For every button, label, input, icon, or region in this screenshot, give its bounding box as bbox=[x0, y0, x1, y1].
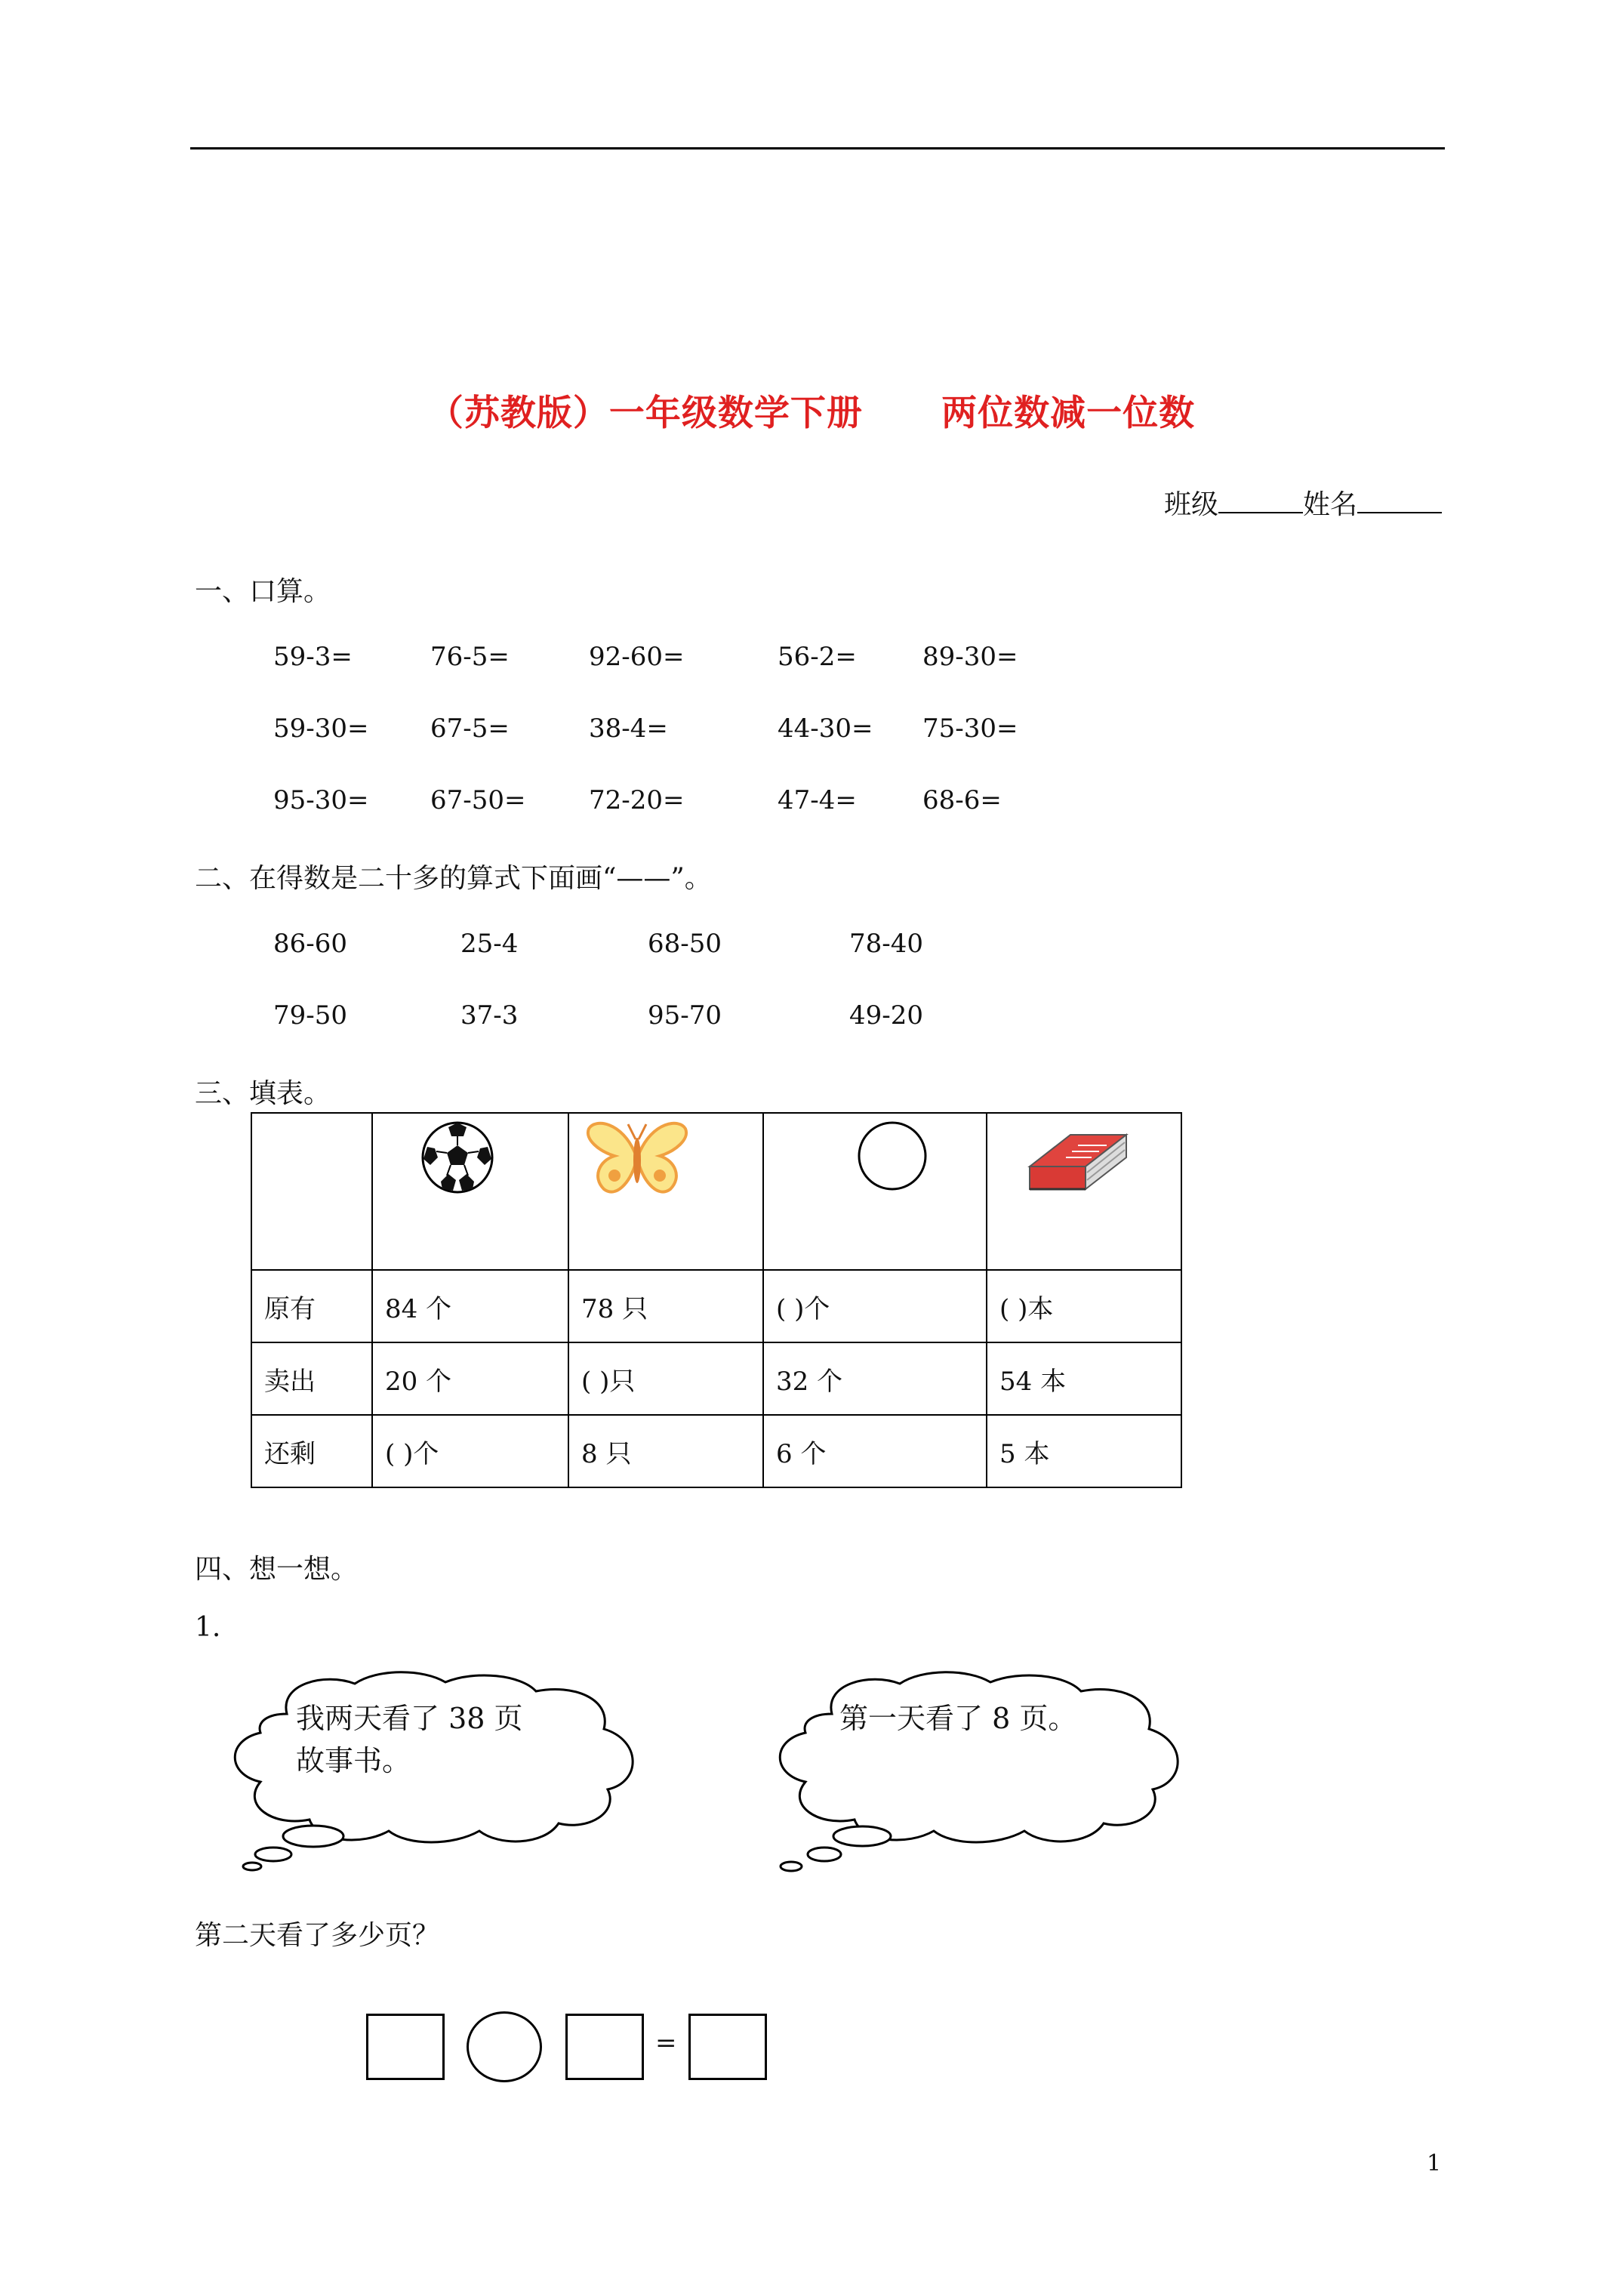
section1-heading: 一、口算。 bbox=[195, 576, 331, 607]
class-label: 班级 bbox=[1163, 489, 1218, 520]
table-cell: 20 个 bbox=[372, 1342, 568, 1415]
calc-item: 56-2= bbox=[778, 642, 857, 672]
row-label: 还剩 bbox=[251, 1415, 372, 1487]
calc-item: 72-20= bbox=[589, 785, 685, 815]
calc-item: 67-50= bbox=[430, 785, 526, 815]
expr-item: 79-50 bbox=[273, 1000, 348, 1031]
table-cell-blank[interactable]: ( )个 bbox=[763, 1270, 987, 1342]
header-rule bbox=[190, 147, 1445, 149]
page-number: 1 bbox=[1427, 2150, 1442, 2177]
calc-item: 47-4= bbox=[778, 785, 857, 815]
table-icon-cell bbox=[372, 1113, 568, 1270]
table-corner-cell bbox=[251, 1113, 372, 1270]
calc-item: 59-3= bbox=[273, 642, 353, 672]
calc-item: 95-30= bbox=[273, 785, 369, 815]
calc-item: 76-5= bbox=[430, 642, 510, 672]
expr-item: 25-4 bbox=[460, 929, 519, 959]
expr-item: 86-60 bbox=[273, 929, 348, 959]
table-cell: 78 只 bbox=[568, 1270, 763, 1342]
table-cell-blank[interactable]: ( )个 bbox=[372, 1415, 568, 1487]
calc-item: 92-60= bbox=[589, 642, 685, 672]
answer-box-3[interactable] bbox=[688, 2014, 767, 2080]
fill-table bbox=[251, 1112, 1182, 1488]
answer-box-2[interactable] bbox=[565, 2014, 644, 2080]
table-cell-blank[interactable]: ( )本 bbox=[987, 1270, 1181, 1342]
expr-item: 37-3 bbox=[460, 1000, 519, 1031]
table-cell: 84 个 bbox=[372, 1270, 568, 1342]
table-cell: 6 个 bbox=[763, 1415, 987, 1487]
page-title: （苏教版）一年级数学下册 两位数减一位数 bbox=[427, 393, 1196, 434]
bubble-left-line1: 我两天看了 38 页 bbox=[296, 1702, 523, 1735]
table-cell: 5 本 bbox=[987, 1415, 1181, 1487]
soccer-ball-icon bbox=[420, 1120, 495, 1195]
table-cell: 8 只 bbox=[568, 1415, 763, 1487]
equals-sign: = bbox=[655, 2028, 677, 2058]
circle-icon bbox=[855, 1120, 930, 1195]
book-icon bbox=[1025, 1120, 1131, 1203]
operator-circle[interactable] bbox=[467, 2011, 542, 2082]
table-row bbox=[251, 1342, 1181, 1415]
bubble-right-text: 第一天看了 8 页。 bbox=[839, 1702, 1077, 1735]
table-row bbox=[251, 1270, 1181, 1342]
row-label: 卖出 bbox=[251, 1342, 372, 1415]
section3-heading: 三、填表。 bbox=[195, 1078, 331, 1109]
table-icon-cell bbox=[763, 1113, 987, 1270]
calc-item: 38-4= bbox=[589, 713, 668, 744]
row-label: 原有 bbox=[251, 1270, 372, 1342]
calc-item: 68-6= bbox=[922, 785, 1002, 815]
class-blank[interactable] bbox=[1218, 486, 1303, 513]
expr-item: 95-70 bbox=[648, 1000, 722, 1031]
bubble-left-line2: 故事书。 bbox=[296, 1744, 411, 1777]
table-cell: 54 本 bbox=[987, 1342, 1181, 1415]
name-label: 姓名 bbox=[1302, 489, 1357, 520]
calc-item: 75-30= bbox=[922, 713, 1018, 744]
table-icon-cell bbox=[568, 1113, 763, 1270]
answer-box-1[interactable] bbox=[366, 2014, 445, 2080]
table-icon-row bbox=[251, 1113, 1181, 1270]
section2-heading: 二、在得数是二十多的算式下面画“——”。 bbox=[195, 863, 712, 894]
expr-item: 49-20 bbox=[849, 1000, 924, 1031]
table-cell-blank[interactable]: ( )只 bbox=[568, 1342, 763, 1415]
calc-item: 59-30= bbox=[273, 713, 369, 744]
table-icon-cell bbox=[987, 1113, 1181, 1270]
calc-item: 44-30= bbox=[778, 713, 873, 744]
section4-heading: 四、想一想。 bbox=[195, 1554, 359, 1585]
expr-item: 68-50 bbox=[648, 929, 722, 959]
butterfly-icon bbox=[584, 1117, 690, 1200]
class-name-line bbox=[1164, 483, 1442, 522]
item-number: 1. bbox=[195, 1612, 221, 1643]
table-cell: 32 个 bbox=[763, 1342, 987, 1415]
calc-item: 67-5= bbox=[430, 713, 510, 744]
question-text: 第二天看了多少页？ bbox=[195, 1920, 440, 1951]
calc-item: 89-30= bbox=[922, 642, 1018, 672]
table-row bbox=[251, 1415, 1181, 1487]
name-blank[interactable] bbox=[1357, 486, 1442, 513]
expr-item: 78-40 bbox=[849, 929, 924, 959]
